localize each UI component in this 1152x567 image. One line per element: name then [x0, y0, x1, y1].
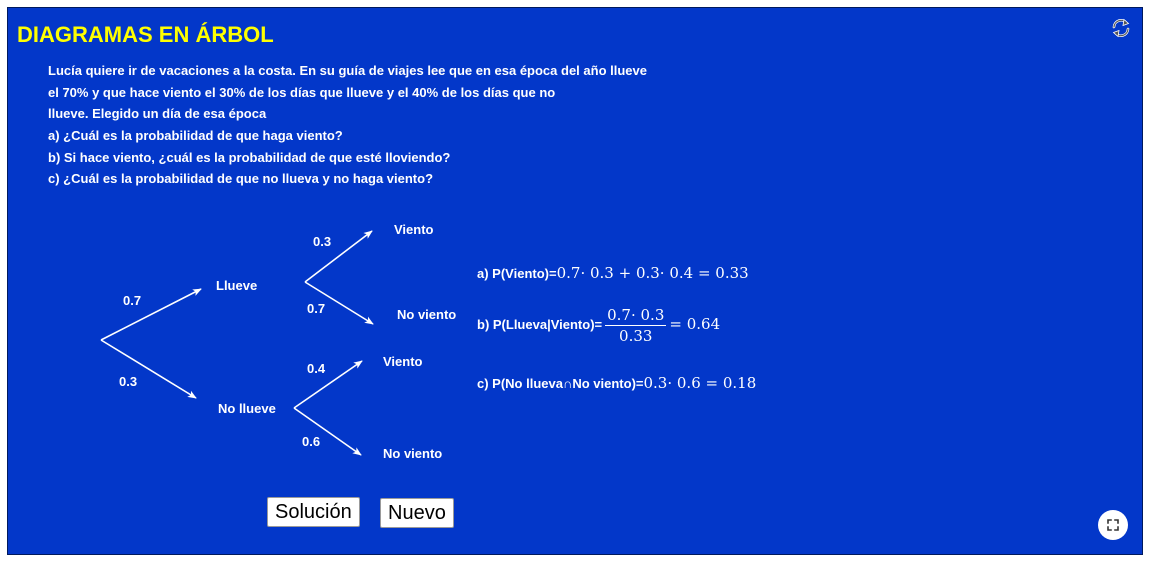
answer-c — [477, 374, 756, 392]
question-a: a) ¿Cuál es la probabilidad de que haga viento? — [48, 128, 343, 144]
answer-a-label: a) P(Viento)= — [477, 266, 557, 281]
prob-root-llueve: 0.7 — [123, 293, 142, 308]
prob-no-llueve-no-viento: 0.6 — [302, 434, 321, 449]
tree-branches — [101, 231, 373, 455]
leaf-no-viento: No viento — [383, 446, 443, 461]
leaf-no-viento: No viento — [397, 307, 457, 322]
leaf-viento: Viento — [383, 354, 423, 369]
answer-c-formula: 0.3· 0.6 = 0.18 — [643, 374, 757, 392]
node-no-llueve: No llueve — [218, 401, 276, 416]
solution-button[interactable]: Solución — [267, 497, 360, 527]
prob-llueve-no-viento: 0.7 — [307, 301, 326, 316]
answer-b-label: b) P(Llueva|Viento)= — [477, 316, 603, 332]
answer-a-formula: 0.7· 0.3 + 0.3· 0.4 = 0.33 — [556, 264, 749, 282]
node-llueve: Llueve — [216, 278, 258, 293]
answer-a — [477, 264, 749, 282]
question-b: b) Si hace viento, ¿cuál es la probabilidad de que esté lloviendo? — [48, 149, 451, 165]
answer-b — [477, 306, 720, 345]
answer-b-fraction — [605, 306, 666, 345]
prob-root-no-llueve: 0.3 — [119, 374, 138, 389]
new-button[interactable]: Nuevo — [380, 498, 454, 528]
question-c: c) ¿Cuál es la probabilidad de que no llueva y no haga viento? — [48, 171, 434, 187]
prob-no-llueve-viento: 0.4 — [307, 361, 326, 376]
problem-line: Lucía quiere ir de vacaciones a la costa. En su guía de viajes lee que en esa época del año llueve — [48, 63, 647, 78]
problem-line: llueve. Elegido un día de esa época — [48, 106, 267, 122]
answer-b-numerator: 0.7· 0.3 — [607, 306, 665, 324]
fullscreen-icon[interactable] — [1098, 510, 1128, 540]
answer-b-denominator: 0.33 — [619, 327, 653, 345]
prob-llueve-viento: 0.3 — [313, 234, 332, 249]
answer-c-label: c) P(No llueva∩No viento)= — [477, 376, 644, 391]
branch-root-llueve — [101, 289, 201, 340]
leaf-viento: Viento — [394, 222, 434, 237]
branch-root-no-llueve — [101, 340, 196, 398]
answer-b-result: = 0.64 — [669, 314, 721, 333]
applet-canvas — [7, 7, 1143, 555]
branch-no-llueve-viento — [294, 361, 362, 408]
page-title: DIAGRAMAS EN ÁRBOL — [17, 22, 274, 47]
problem-line: el 70% y que hace viento el 30% de los días que llueve y el 40% de los días que no — [48, 84, 556, 100]
